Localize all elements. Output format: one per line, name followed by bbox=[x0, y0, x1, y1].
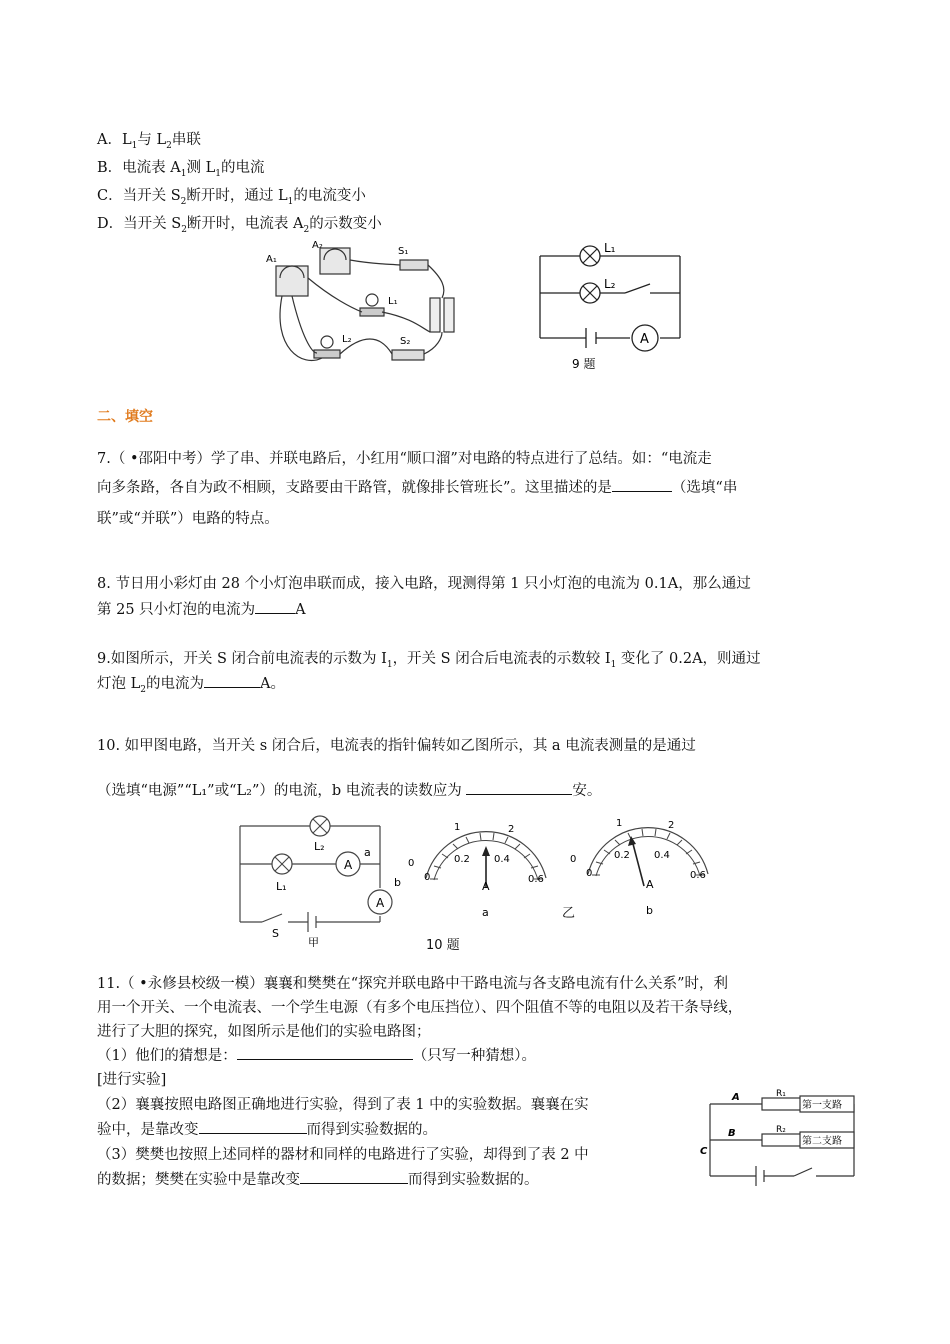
q7-line-1: 7.（ •邵阳中考）学了串、并联电路后，小红用“顺口溜”对电路的特点进行了总结。如：“电流走 bbox=[97, 451, 712, 467]
q9-line-1: 9.如图所示，开关 S 闭合前电流表的示数为 $I_1$，开关 S 闭合后电流表的示数较 $I_1$ 变化了 0.2A，则通过 bbox=[97, 651, 761, 670]
figure-caption-10: 10 题 bbox=[426, 938, 460, 953]
photo-label-l1: L₁ bbox=[388, 296, 398, 307]
q6-option-d: D．当开关 $S_2$断开时，电流表 $A_2$的示数变小 bbox=[97, 216, 382, 235]
q8-answer-blank[interactable] bbox=[255, 599, 295, 614]
q11-line-1: 11.（ •永修县校级一模）襄襄和樊樊在“探究并联电路中干路电流与各支路电流有什么关系”时，利 bbox=[97, 976, 729, 992]
q7-line-3: 联”或“并联”）电路的特点。 bbox=[97, 511, 279, 527]
q11-part-2-line-2: 验中，是靠改变 而得到实验数据的。 bbox=[97, 1118, 437, 1139]
jia-label-b: b bbox=[394, 876, 401, 889]
q11-line-3: 进行了大胆的探究，如图所示是他们的实验电路图； bbox=[97, 1024, 431, 1040]
q6-option-b: B．电流表 $A_1$测 $L_1$的电流 bbox=[97, 160, 265, 179]
switch-s1-body bbox=[400, 260, 428, 270]
q11-circuit-figure bbox=[694, 1086, 864, 1190]
q10-line-2: （选填“电源”“L₁”或“L₂”）的电流，b 电流表的读数应为 安。 bbox=[97, 779, 601, 800]
svg-text:0.6: 0.6 bbox=[528, 874, 544, 885]
jia-label-jia: 甲 bbox=[308, 936, 319, 947]
jia-label-ammeter-a: A bbox=[344, 858, 353, 872]
svg-text:0.2: 0.2 bbox=[614, 850, 630, 861]
svg-text:A: A bbox=[646, 878, 654, 891]
fig-node-b: B bbox=[728, 1128, 736, 1139]
fig-label-r1: R₁ bbox=[776, 1089, 786, 1099]
fig-label-branch2: 第二支路 bbox=[802, 1136, 842, 1147]
photo-label-a1: A₁ bbox=[266, 254, 277, 265]
circuit-label-l2: L₂ bbox=[604, 277, 616, 291]
battery-1 bbox=[430, 298, 440, 332]
q11-part-3-line-1: （3）樊樊也按照上述同样的器材和同样的电路进行了实验，却得到了表 2 中 bbox=[97, 1147, 589, 1163]
jia-label-s: S bbox=[272, 927, 279, 940]
bulb-l1-glass bbox=[366, 294, 378, 306]
q8-line-1: 8. 节日用小彩灯由 28 个小灯泡串联而成，接入电路，现测得第 1 只小灯泡的电流为 0.1A，那么通过 bbox=[97, 576, 751, 592]
svg-text:1: 1 bbox=[454, 822, 461, 833]
q11-part-2-line-1: （2）襄襄按照电路图正确地进行实验，得到了表 1 中的实验数据。襄襄在实 bbox=[97, 1097, 589, 1113]
circuit-label-l1: L₁ bbox=[604, 241, 616, 255]
svg-text:0.4: 0.4 bbox=[494, 854, 510, 865]
fig-node-c: C bbox=[700, 1146, 708, 1157]
svg-text:a: a bbox=[482, 906, 489, 919]
q9-line-2: 灯泡 $L_2$的电流为 A。 bbox=[97, 672, 285, 695]
q7-line-2: 向多条路，各自为政不相顾，支路要由干路管，就像排长管班长”。这里描述的是 （选填“串 bbox=[97, 476, 737, 497]
svg-text:0: 0 bbox=[408, 858, 415, 869]
q11-part2-blank[interactable] bbox=[199, 1119, 307, 1134]
ammeter-a1-body bbox=[276, 266, 308, 296]
bulb-l1-base bbox=[360, 308, 384, 316]
bulb-l2-base bbox=[314, 350, 340, 358]
svg-text:1: 1 bbox=[616, 818, 623, 829]
q10-meter-b bbox=[566, 812, 716, 917]
jia-label-l1: L₁ bbox=[276, 880, 287, 893]
circuit-label-ammeter: A bbox=[640, 332, 649, 347]
q10-meter-a bbox=[404, 816, 564, 921]
section-title-fill-in: 二、填空 bbox=[97, 409, 153, 425]
q6-apparatus-figure bbox=[262, 238, 482, 378]
q11-line-2: 用一个开关、一个电流表、一个学生电源（有多个电压挡位）、四个阻值不等的电阻以及若干条导线， bbox=[97, 1000, 743, 1016]
q9-answer-blank[interactable] bbox=[204, 673, 260, 688]
jia-label-ammeter-b: A bbox=[376, 896, 385, 910]
q11-guess-blank[interactable] bbox=[237, 1045, 413, 1060]
q10-line-1: 10. 如甲图电路，当开关 s 闭合后，电流表的指针偏转如乙图所示，其 a 电流表测量的是通过 bbox=[97, 738, 696, 754]
photo-label-s2: S₂ bbox=[400, 336, 411, 347]
svg-text:b: b bbox=[646, 904, 653, 917]
meter-b-ticks bbox=[592, 829, 704, 875]
switch-s2-body bbox=[392, 350, 424, 360]
q11-part3-blank[interactable] bbox=[300, 1169, 408, 1184]
bulb-l2-glass bbox=[321, 336, 333, 348]
meter-b-needle bbox=[632, 840, 644, 886]
photo-label-l2: L₂ bbox=[342, 334, 352, 345]
q6-option-c: C．当开关 $S_2$断开时，通过 $L_1$的电流变小 bbox=[97, 188, 366, 207]
q7-answer-blank[interactable] bbox=[612, 477, 672, 492]
q8-line-2: 第 25 只小灯泡的电流为 A bbox=[97, 598, 306, 619]
q11-part-1: （1）他们的猜想是： （只写一种猜想）。 bbox=[97, 1044, 536, 1065]
q10-answer-blank[interactable] bbox=[466, 780, 572, 795]
svg-text:0.4: 0.4 bbox=[654, 850, 670, 861]
q11-experiment-heading: [进行实验] bbox=[97, 1072, 167, 1088]
figure-caption-9: 9 题 bbox=[572, 357, 596, 371]
svg-text:0.2: 0.2 bbox=[454, 854, 470, 865]
q9-circuit-diagram bbox=[530, 238, 690, 373]
svg-text:A: A bbox=[482, 880, 490, 893]
fig-label-branch1: 第一支路 bbox=[802, 1100, 842, 1111]
svg-text:0: 0 bbox=[424, 872, 431, 883]
fig-label-r2: R₂ bbox=[776, 1125, 786, 1135]
q6-option-a: A．$L_1$与 $L_2$串联 bbox=[97, 132, 201, 151]
q10-circuit-jia bbox=[232, 812, 402, 947]
svg-text:0.6: 0.6 bbox=[690, 870, 706, 881]
jia-label-l2: L₂ bbox=[314, 840, 325, 853]
svg-text:2: 2 bbox=[508, 824, 515, 835]
photo-label-a2: A₂ bbox=[312, 240, 323, 251]
jia-label-a: a bbox=[364, 846, 371, 859]
svg-text:2: 2 bbox=[668, 820, 675, 831]
meter-label-yi: 乙 bbox=[562, 906, 576, 921]
fig-node-a: A bbox=[732, 1092, 740, 1103]
svg-text:0: 0 bbox=[570, 854, 577, 865]
photo-label-s1: S₁ bbox=[398, 246, 409, 257]
battery-2 bbox=[444, 298, 454, 332]
ammeter-a2-body bbox=[320, 248, 350, 274]
svg-text:0: 0 bbox=[586, 868, 593, 879]
q11-part-3-line-2: 的数据；樊樊在实验中是靠改变 而得到实验数据的。 bbox=[97, 1168, 539, 1189]
